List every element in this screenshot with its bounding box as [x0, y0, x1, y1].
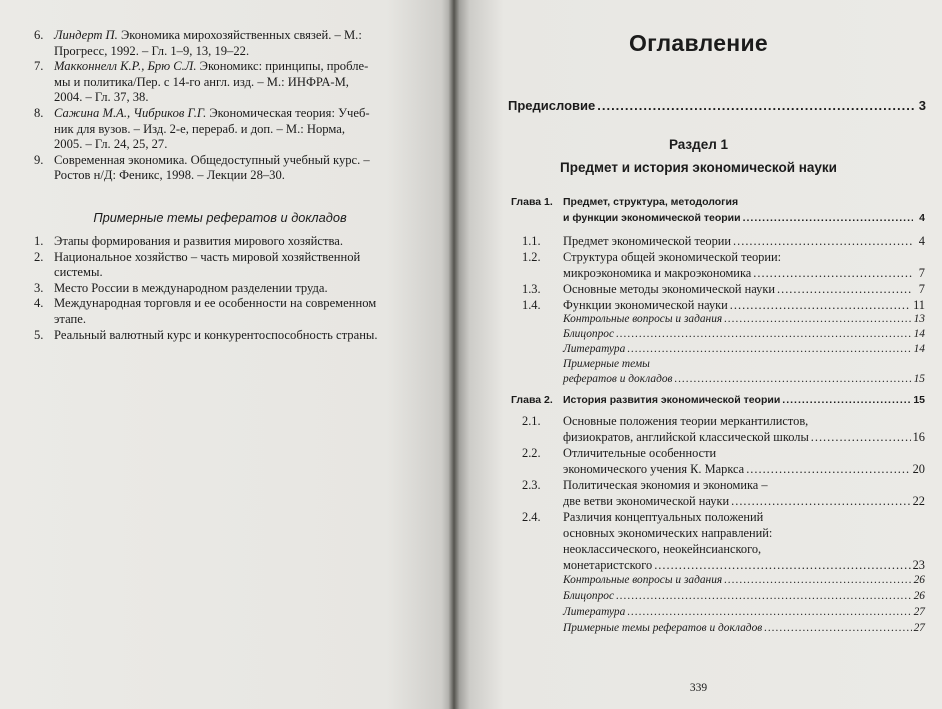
toc-entry[interactable]: [563, 266, 925, 281]
leader-dots: [764, 622, 911, 634]
toc-page-number: 7: [918, 282, 925, 296]
topics-list: [34, 234, 406, 343]
toc-entry-label: рефератов и докладов: [563, 373, 673, 385]
toc-page-number: 7: [918, 266, 925, 280]
toc-entry-label: физиократов, английской классической школы: [563, 430, 809, 444]
toc-entry-label: Основные методы экономической науки: [563, 282, 776, 296]
toc-entry[interactable]: [563, 430, 925, 445]
item-number: 2.4.: [522, 510, 541, 524]
leader-dots: [616, 328, 912, 340]
toc-entry-label: Основные положения теории меркантилистов,: [563, 414, 809, 428]
section-title: Предмет и история экономической науки: [560, 160, 837, 175]
entry-authors: Линдерт П.: [54, 28, 118, 42]
toc-entry-label: Контрольные вопросы и задания: [563, 313, 723, 325]
toc-subentry[interactable]: [563, 622, 925, 634]
bibliography-entry: [34, 153, 406, 184]
entry-text: Экономическая теория: Учеб-: [206, 105, 370, 120]
toc-entry-label: Блицопрос: [563, 328, 615, 340]
entry-number: 8.: [34, 105, 44, 120]
leader-dots: [674, 373, 911, 385]
leader-dots: [616, 590, 912, 602]
toc-entry-label: Литература: [563, 606, 626, 618]
topic-item: [34, 328, 406, 344]
leader-dots: [743, 212, 913, 224]
toc-page-number: 4: [918, 234, 925, 248]
item-number: 2.2.: [522, 446, 541, 460]
item-number: 1.3.: [522, 282, 541, 296]
toc-subentry[interactable]: [563, 313, 925, 325]
toc-entry-label: Контрольные вопросы и задания: [563, 574, 723, 586]
topic-item: [34, 296, 406, 327]
book-gutter: [448, 0, 460, 709]
toc-entry-label: Примерные темы: [563, 358, 650, 370]
toc-entry[interactable]: [563, 494, 925, 509]
item-number: 2.3.: [522, 478, 541, 492]
topic-number: 5.: [34, 327, 44, 342]
topic-text: Национальное хозяйство – часть мировой хозяйственной: [54, 249, 361, 264]
toc-page-number: 14: [913, 343, 925, 355]
topic-item: [34, 234, 406, 250]
leader-dots: [777, 282, 913, 297]
topics-heading: Примерные темы рефератов и докладов: [93, 210, 347, 225]
chapter-number: Глава 2.: [511, 394, 553, 406]
toc-entry-label: Отличительные особенности: [563, 446, 717, 460]
toc-page-number: 22: [912, 494, 925, 508]
toc-page-number: 20: [912, 462, 925, 476]
entry-text: Современная экономика. Общедоступный учебный курс. –: [54, 152, 370, 167]
toc-page-number: 27: [913, 622, 925, 634]
toc-entry-label: монетаристского: [563, 558, 653, 572]
toc-page-number: 15: [913, 394, 925, 406]
toc-entry-label: микроэкономика и макроэкономика: [563, 266, 752, 280]
item-number: 1.2.: [522, 250, 541, 264]
topic-text: Международная торговля и ее особенности на современном: [54, 296, 377, 311]
leader-dots: [731, 494, 910, 509]
toc-subentry[interactable]: [563, 574, 925, 586]
toc-entry-label: Литература: [563, 343, 626, 355]
toc-entry-label: Структура общей экономической теории:: [563, 250, 782, 264]
topic-item: [34, 250, 406, 281]
topic-text: этапе.: [54, 311, 86, 326]
toc-entry-label: основных экономических направлений:: [563, 526, 773, 540]
page-title: Оглавление: [628, 30, 769, 56]
chapter-title: Предмет, структура, методология: [563, 196, 739, 208]
toc-entry-label: две ветви экономической науки: [563, 494, 730, 508]
toc-entry-label: экономического учения К. Маркса: [563, 462, 745, 476]
right-page: [455, 0, 942, 709]
entry-text: ник для вузов. – Изд. 2-е, перераб. и доп. – М.: Норма,: [54, 121, 345, 136]
bibliography-list: [34, 28, 406, 184]
toc-subentry[interactable]: [563, 606, 925, 618]
entry-authors: Макконнелл К.Р., Брю С.Л.: [54, 59, 197, 74]
topic-text: системы.: [54, 265, 103, 280]
toc-page-number: 16: [912, 430, 925, 444]
topic-text: Место России в международном разделении труда.: [54, 280, 328, 295]
left-page: [0, 0, 455, 709]
toc-entry[interactable]: [563, 558, 925, 573]
leader-dots: [724, 574, 911, 586]
toc-page-number: 27: [913, 606, 925, 618]
toc-page-number: 26: [913, 574, 925, 586]
toc-entry-preface[interactable]: [508, 98, 926, 113]
entry-text: мы и политика/Пер. с 14-го англ. изд. – М.: ИНФРА-М,: [54, 74, 349, 89]
toc-page-number: 15: [913, 373, 925, 385]
leader-dots: [730, 298, 911, 313]
toc-subentry[interactable]: [563, 590, 925, 602]
entry-text: 2004. – Гл. 37, 38.: [54, 90, 149, 105]
toc-entry-chapter-2[interactable]: [563, 394, 925, 406]
toc-page-number: 23: [912, 558, 925, 572]
toc-entry-label: Предисловие: [508, 98, 596, 113]
section-label: Раздел 1: [668, 137, 729, 152]
toc-page-number: 4: [919, 212, 925, 224]
topic-number: 2.: [34, 249, 44, 264]
entry-text: Экономика мирохозяйственных связей. – М.:: [117, 28, 362, 42]
toc-page-number: 26: [913, 590, 925, 602]
page-number: 339: [689, 682, 708, 694]
toc-page-number: 13: [913, 313, 925, 325]
leader-dots: [746, 462, 910, 477]
entry-text: 2005. – Гл. 24, 25, 27.: [54, 137, 168, 152]
leader-dots: [597, 98, 914, 113]
toc-entry-chapter-1[interactable]: [563, 212, 925, 224]
leader-dots: [627, 606, 911, 618]
topic-item: [34, 281, 406, 297]
leader-dots: [724, 313, 911, 325]
entry-text: Прогресс, 1992. – Гл. 1–9, 13, 19–22.: [54, 43, 250, 58]
chapter-title: и функции экономической теории: [563, 212, 741, 224]
bibliography-entry: [34, 28, 406, 59]
topic-number: 4.: [34, 296, 44, 311]
toc-page-number: 3: [918, 98, 926, 113]
entry-text: Ростов н/Д: Феникс, 1998. – Лекции 28–30.: [54, 168, 285, 183]
leader-dots: [654, 558, 910, 573]
leader-dots: [753, 266, 913, 281]
leader-dots: [627, 343, 911, 355]
topic-number: 1.: [34, 234, 44, 248]
toc-page-number: 14: [913, 328, 925, 340]
toc-subentry[interactable]: [563, 343, 925, 355]
topic-number: 3.: [34, 280, 44, 295]
item-number: 1.1.: [522, 234, 541, 248]
entry-authors: Сажина М.А., Чибриков Г.Г.: [54, 105, 207, 120]
leader-dots: [782, 394, 911, 406]
toc-entry-label: Функции экономической науки: [563, 298, 728, 312]
chapter-title: История развития экономической теории: [563, 394, 781, 406]
bibliography-entry: [34, 106, 406, 153]
bibliography-entry: [34, 59, 406, 106]
chapter-number: Глава 1.: [511, 196, 553, 208]
entry-number: 7.: [34, 59, 44, 74]
toc-entry-label: Различия концептуальных положений: [563, 510, 764, 524]
entry-number: 9.: [34, 152, 44, 167]
toc-page-number: 11: [913, 298, 925, 312]
toc-entry-label: Блицопрос: [563, 590, 615, 602]
entry-number: 6.: [34, 28, 44, 42]
toc-subentry[interactable]: [563, 373, 925, 385]
toc-entry-label: Предмет экономической теории: [563, 234, 732, 248]
item-number: 1.4.: [522, 298, 541, 312]
leader-dots: [733, 234, 913, 249]
toc-subentry[interactable]: [563, 328, 925, 340]
toc-entry[interactable]: [563, 462, 925, 477]
toc-entry[interactable]: [563, 234, 925, 249]
topic-text: Реальный валютный курс и конкурентоспособность страны.: [54, 327, 378, 342]
toc-entry[interactable]: [563, 282, 925, 297]
toc-entry[interactable]: [563, 298, 925, 313]
topic-text: Этапы формирования и развития мирового хозяйства.: [54, 234, 344, 248]
leader-dots: [811, 430, 911, 445]
toc-entry-label: Политическая экономия и экономика –: [563, 478, 768, 492]
toc-entry-label: Примерные темы рефератов и докладов: [563, 622, 763, 634]
item-number: 2.1.: [522, 414, 541, 428]
toc-entry-label: неоклассического, неокейнсианского,: [563, 542, 762, 556]
entry-text: Экономикс: принципы, пробле-: [196, 59, 369, 74]
